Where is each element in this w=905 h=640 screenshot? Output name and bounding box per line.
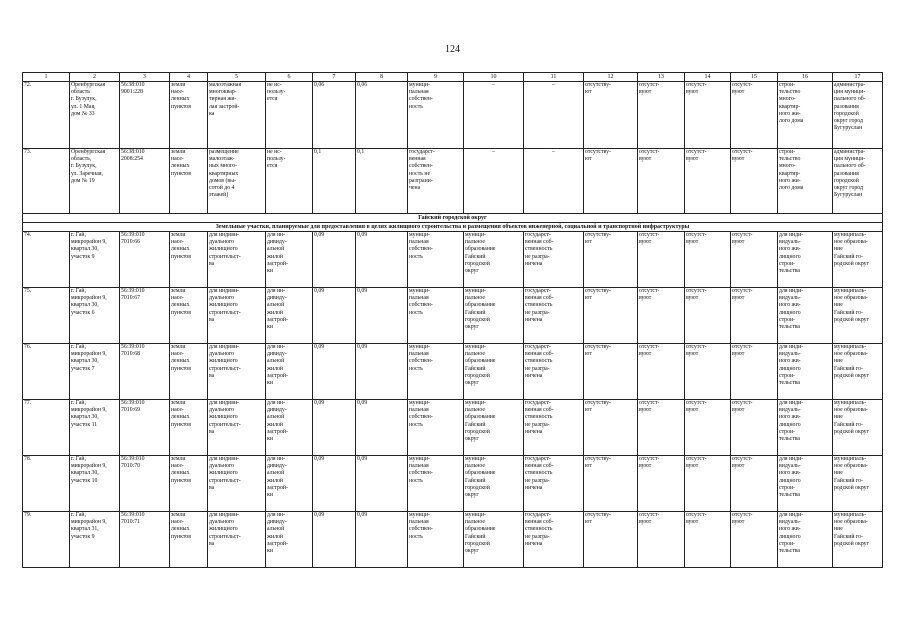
table-cell: для индиви- дуального жилищного строительст- ва [208,512,266,568]
table-cell: земли насе- ленных пунктов [170,288,208,344]
table-cell: 0,09 [356,400,408,456]
table-cell: государст- венная соб- ственность не разгра- ничена [524,232,584,288]
table-cell: отсутст- вуют [731,82,778,149]
table-cell: для ин- дивиду- альной жилой застрой- ки [266,400,313,456]
table-cell: отсутству- ют [584,82,638,149]
table-cell: для ин- дивиду- альной жилой застрой- ки [266,512,313,568]
table-row [23,344,883,400]
table-cell: муници- пальная собствен- ность [408,400,464,456]
table-cell: отсутству- ют [584,456,638,512]
table-cell: отсутст- вуют [685,512,731,568]
table-cell: – [464,149,524,214]
table-cell: 0,09 [356,232,408,288]
table-cell: отсутст- вуют [638,82,685,149]
table-cell: 72. [23,82,70,149]
table-cell: 0,09 [313,288,356,344]
table-cell: муници- пальная собствен- ность [408,456,464,512]
table-cell: 56:39:010 7010:67 [120,288,170,344]
table-cell: отсутст- вуют [685,232,731,288]
table-cell: земли насе- ленных пунктов [170,149,208,214]
table-cell: 56:38:010 2008:254 [120,149,170,214]
table-cell: отсутст- вуют [731,288,778,344]
table-row [23,512,883,568]
table-cell: 0,09 [313,232,356,288]
table-cell: 13 [638,73,685,82]
table-cell: – [524,149,584,214]
table-cell: 0,06 [313,82,356,149]
table-cell: отсутст- вуют [685,82,731,149]
table-cell: отсутству- ют [584,400,638,456]
table-cell: 56:39:010 7010:68 [120,344,170,400]
table-cell: строи- тельство много- квартир- ного жи- лого дома [778,149,833,214]
table-cell: отсутству- ют [584,344,638,400]
table-cell: 74. [23,232,70,288]
table-cell: для ин- дивиду- альной жилой застрой- ки [266,456,313,512]
table-cell: муници- пальная собствен- ность [408,512,464,568]
table-cell: г. Гай, микрорайон 9, квартал 30, участок 6 [70,288,120,344]
table-cell: – [524,82,584,149]
table-cell: муници- пальное образование Гайский городской округ [464,344,524,400]
table-cell: 56:39:010 7010:71 [120,512,170,568]
table-cell: 11 [524,73,584,82]
table-cell: отсутству- ют [584,288,638,344]
table-cell: отсутст- вуют [685,288,731,344]
table-cell: – [464,82,524,149]
table-cell: государст- венная соб- ственность не разгра- ничена [524,288,584,344]
table-cell: 76. [23,344,70,400]
table-cell: г. Гай, микрорайон 9, квартал 30, участок 9 [70,232,120,288]
section-subtitle [23,223,883,232]
table-cell: земли насе- ленных пунктов [170,344,208,400]
table-cell: государст- венная соб- ственность не разгра- ничена [524,512,584,568]
table-cell: государст- венная соб- ственность не разгра- ничена [524,344,584,400]
table-cell: муници- пальная собствен- ность [408,82,464,149]
table-cell: отсутст- вуют [731,344,778,400]
table-cell: 10 [464,73,524,82]
table-cell: 56:38:010 9001:228 [120,82,170,149]
table-cell: для индиви- дуального жилищного строительст- ва [208,288,266,344]
table-cell: 1 [23,73,70,82]
table-cell: 0,09 [356,288,408,344]
table-cell: отсутст- вуют [731,149,778,214]
table-cell: 12 [584,73,638,82]
table-row [23,82,883,149]
table-cell: 0,09 [356,456,408,512]
table-cell: отсутст- вуют [638,344,685,400]
table-cell: г. Гай, микрорайон 9, квартал 30, участок 7 [70,344,120,400]
table-cell: 0,09 [313,344,356,400]
table-cell: 15 [731,73,778,82]
table-cell: муници- пальное образование Гайский городской округ [464,512,524,568]
table-cell: отсутст- вуют [638,232,685,288]
table-cell: муниципаль- ное образова- ние Гайский го- родской округ [833,456,883,512]
table-cell: отсутст- вуют [685,149,731,214]
table-cell: 5 [208,73,266,82]
table-cell: 9 [408,73,464,82]
table-cell: администра- ция муници- пального об- разования городской округ город Бугуруслан [833,149,883,214]
table-cell: 75. [23,288,70,344]
table-cell: муници- пальное образование Гайский городской округ [464,232,524,288]
table-cell: для ин- дивиду- альной жилой застрой- ки [266,232,313,288]
table-cell: 0,09 [356,344,408,400]
table-cell: для инди- видуаль- ного жи- лищного строи- тельства [778,288,833,344]
table-cell: для ин- дивиду- альной жилой застрой- ки [266,344,313,400]
table-row [23,456,883,512]
table-cell: администра- ция муници- пального об- разования городской округ город Бугуруслан [833,82,883,149]
table-cell: отсутст- вуют [638,149,685,214]
table-cell: государст- венная соб- ственность не разгра- ничена [524,456,584,512]
table-cell: для ин- дивиду- альной жилой застрой- ки [266,288,313,344]
table-cell: строи- тельство много- квартир- ного жи- лого дома [778,82,833,149]
table-cell: 8 [356,73,408,82]
table-cell: 0,1 [313,149,356,214]
table-cell: земли насе- ленных пунктов [170,400,208,456]
table-cell: 0,09 [313,400,356,456]
land-plots-table [22,72,883,568]
table-cell: отсутст- вуют [731,512,778,568]
table-cell: государст- венная соб- ственность не разгра- ничена [524,400,584,456]
table-cell: 6 [266,73,313,82]
table-cell: малоэтажная многоквар- тирная жи- лая застрой- ка [208,82,266,149]
table-cell: для индиви- дуального жилищного строительст- ва [208,344,266,400]
table-cell: для инди- видуаль- ного жи- лищного строи- тельства [778,232,833,288]
table-cell: отсутству- ют [584,232,638,288]
table-cell: 0,1 [356,149,408,214]
table-cell: государст- венная собствен- ность не разграни- чена [408,149,464,214]
table-cell: не ис- пользу- ется [266,82,313,149]
table-cell: 16 [778,73,833,82]
table-cell: для индиви- дуального жилищного строительст- ва [208,232,266,288]
table-cell: для инди- видуаль- ного жи- лищного строи- тельства [778,344,833,400]
table-row [23,400,883,456]
page-number: 124 [445,44,460,55]
table-cell: 79. [23,512,70,568]
table-cell: г. Гай, микрорайон 9, квартал 30, участок 11 [70,400,120,456]
table-cell: 7 [313,73,356,82]
table-cell: отсутст- вуют [685,456,731,512]
table-cell: муниципаль- ное образова- ние Гайский го- родской округ [833,512,883,568]
table-cell: муници- пальное образование Гайский городской округ [464,456,524,512]
table-cell: отсутству- ют [584,512,638,568]
table-cell: муници- пальная собствен- ность [408,344,464,400]
table-cell: 0,09 [313,456,356,512]
table-row [23,149,883,214]
table-cell: отсутст- вуют [638,512,685,568]
section-subtitle-text: Земельные участки, планируемые для предоставления в целях жилищного строительства и размещения объектов инженерной, социальной и транспортной инфраструктуры [23,223,883,232]
table-row [23,232,883,288]
table-cell: земли насе- ленных пунктов [170,512,208,568]
table-cell: отсутст- вуют [731,400,778,456]
table-cell: 0,09 [313,512,356,568]
table-cell: муниципаль- ное образова- ние Гайский го- родской округ [833,288,883,344]
table-cell: 56:39:010 7010:70 [120,456,170,512]
table-cell: отсутст- вуют [685,400,731,456]
table-cell: отсутст- вуют [731,232,778,288]
table-cell: не ис- пользу- ется [266,149,313,214]
table-row [23,288,883,344]
table-cell: 0,09 [356,512,408,568]
table-cell: 14 [685,73,731,82]
table-cell: муниципаль- ное образова- ние Гайский го- родской округ [833,232,883,288]
table-cell: отсутст- вуют [685,344,731,400]
table-cell: 17 [833,73,883,82]
table-cell: муници- пальная собствен- ность [408,288,464,344]
table-cell: муниципаль- ное образова- ние Гайский го- родской округ [833,344,883,400]
table-cell: отсутст- вуют [731,456,778,512]
table-cell: для инди- видуаль- ного жи- лищного строи- тельства [778,512,833,568]
table-cell: земли насе- ленных пунктов [170,82,208,149]
table-cell: для инди- видуаль- ного жи- лищного строи- тельства [778,400,833,456]
table-cell: муници- пальное образование Гайский городской округ [464,400,524,456]
table-cell: 56:39:010 7010:66 [120,232,170,288]
section-title-text: Гайский городской округ [23,214,883,223]
table-cell: Оренбургская область г. Бузулук, ул. 1 Мая, дом № 33 [70,82,120,149]
table-cell: муниципаль- ное образова- ние Гайский го- родской округ [833,400,883,456]
table-cell: для инди- видуаль- ного жи- лищного строи- тельства [778,456,833,512]
section-title [23,214,883,223]
table-body [23,73,883,568]
table-cell: земли насе- ленных пунктов [170,456,208,512]
table-cell: 73. [23,149,70,214]
table-cell: земли насе- ленных пунктов [170,232,208,288]
table-cell: 0,06 [356,82,408,149]
table-cell: отсутст- вуют [638,400,685,456]
table-cell: г. Гай, микрорайон 9, квартал 31, участок 9 [70,512,120,568]
table-cell: 77. [23,400,70,456]
table-cell: 4 [170,73,208,82]
table-cell: размещение малоэтаж- ных много- квартирных домов (вы- сотой до 4 этажей) [208,149,266,214]
table-cell: муници- пальная собствен- ность [408,232,464,288]
table-cell: для индиви- дуального жилищного строительст- ва [208,456,266,512]
table-cell: отсутст- вуют [638,288,685,344]
table-cell: отсутству- ют [584,149,638,214]
table-cell: 3 [120,73,170,82]
table-cell: 2 [70,73,120,82]
table-cell: Оренбургская область, г. Бузулук, ул. Заречная, дом № 19 [70,149,120,214]
table-cell: муници- пальное образование Гайский городской округ [464,288,524,344]
table-cell: для индиви- дуального жилищного строительст- ва [208,400,266,456]
table-cell: 78. [23,456,70,512]
table-cell: отсутст- вуют [638,456,685,512]
table-cell: 56:39:010 7010:69 [120,400,170,456]
table-cell: г. Гай, микрорайон 9, квартал 30, участок 10 [70,456,120,512]
column-number-row [23,73,883,82]
